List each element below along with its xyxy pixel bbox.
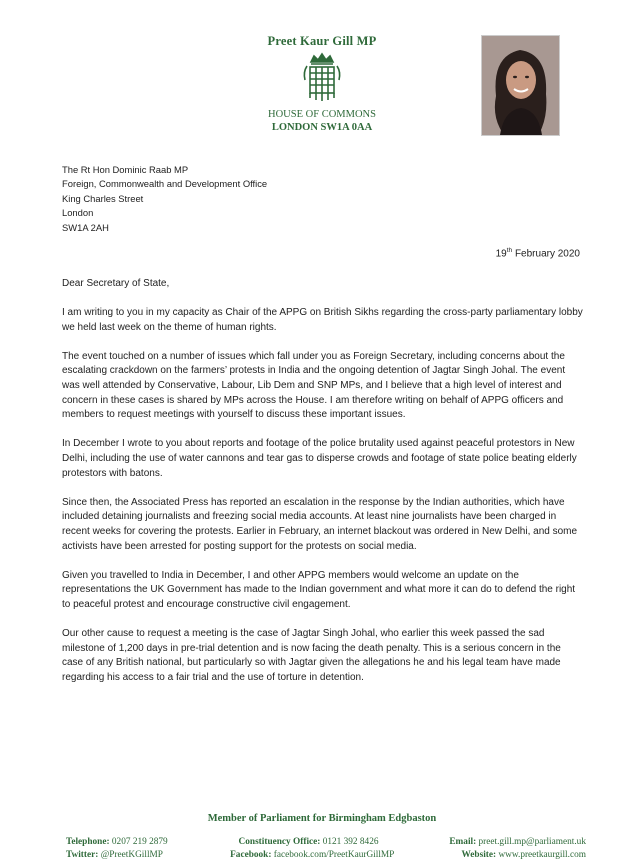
facebook-link[interactable]: facebook.com/PreetKaurGillMP xyxy=(273,850,395,860)
body-paragraph: Our other cause to request a meeting is the case of Jagtar Singh Johal, who earlier this week passed the sad milestone of 1,200 days in pre-trial detention and is now facing the death penalty. This is a serious concern in the case of any British national, but particularly so with Jagtar given the allegations he and his legal team have made regarding his access to a fair trial and the use of torture in detention. xyxy=(62,628,561,683)
footer-title: Member of Parliament for Birmingham Edgbaston xyxy=(207,813,437,824)
address-line: SW1A 2AH xyxy=(62,221,109,233)
footer-website xyxy=(462,850,586,860)
salutation: Dear Secretary of State, xyxy=(62,278,170,289)
address-line: London xyxy=(62,207,94,219)
website-link[interactable]: www.preetkaurgill.com xyxy=(498,850,586,860)
footer-contact-row xyxy=(66,837,586,847)
telephone-label: Telephone: xyxy=(66,837,110,847)
address-line: King Charles Street xyxy=(62,192,144,204)
portcullis-icon xyxy=(299,52,345,104)
footer-facebook xyxy=(230,850,394,860)
letter-body xyxy=(62,306,584,700)
telephone-value: 0207 219 2879 xyxy=(111,837,168,847)
mp-portrait xyxy=(481,35,560,136)
footer-social-row xyxy=(66,850,586,860)
constituency-label: Constituency Office: xyxy=(238,837,321,847)
twitter-label: Twitter: xyxy=(66,850,99,860)
address-line: Foreign, Commonwealth and Development Office xyxy=(62,178,268,190)
footer-email xyxy=(449,837,586,847)
footer-constituency xyxy=(239,837,379,847)
body-paragraph: In December I wrote to you about reports and footage of the police brutality used against peaceful protestors in New Delhi, including the use of water cannons and tear gas to disperse crowds and footage of state police beating elderly protestors with batons. xyxy=(62,438,577,479)
footer-telephone xyxy=(66,837,168,847)
mp-name: Preet Kaur Gill MP xyxy=(267,34,377,48)
letter-date xyxy=(496,247,580,259)
house-of-commons: HOUSE OF COMMONS xyxy=(268,109,376,120)
body-paragraph: Since then, the Associated Press has reported an escalation in the response by the Indian authorities, which have included detaining journalists and freezing social media accounts. At least nine journalists have been charged in recent weeks for covering the protests. Earlier in February, an internet blackout was ordered in New Delhi, and some activists have been arrested for posting support for the protests on social media. xyxy=(62,496,578,552)
address-line: The Rt Hon Dominic Raab MP xyxy=(62,164,189,175)
constituency-value: 0121 392 8426 xyxy=(322,837,379,847)
date-day: 19 xyxy=(495,248,507,260)
email-link[interactable]: preet.gill.mp@parliament.uk xyxy=(478,837,586,847)
date-rest: February 2020 xyxy=(514,248,580,260)
date-suffix: th xyxy=(506,247,513,254)
body-paragraph: The event touched on a number of issues which fall under you as Foreign Secretary, including concerns about the escalating crackdown on the farmers’ protests in India and the ongoing detention of Jagtar Singh Johal. The event was well attended by Conservative, Labour, Lib Dem and SNP MPs, and I believe that a high level of interest and concern in these cases is shared by MPs across the House. I am therefore writing on behalf of APPG officers and members to request meetings with yourself to discuss these important issues. xyxy=(62,350,566,421)
website-label: Website: xyxy=(461,850,497,860)
letterhead-address: LONDON SW1A 0AA xyxy=(271,122,373,133)
body-paragraph: Given you travelled to India in December, I and other APPG members would welcome an update on the representations the UK Government has made to the Indian government and what more it can do to defend the right to peaceful protest and encourage constructive civil engagement. xyxy=(62,569,576,610)
portrait-image xyxy=(482,36,559,135)
facebook-label: Facebook: xyxy=(230,850,272,860)
twitter-link[interactable]: @PreetKGillMP xyxy=(100,850,163,860)
email-label: Email: xyxy=(449,837,477,847)
body-paragraph: I am writing to you in my capacity as Chair of the APPG on British Sikhs regarding the cross-party parliamentary lobby we held last week on the theme of human rights. xyxy=(62,307,583,333)
footer-twitter xyxy=(66,850,163,860)
recipient-address xyxy=(62,163,267,235)
